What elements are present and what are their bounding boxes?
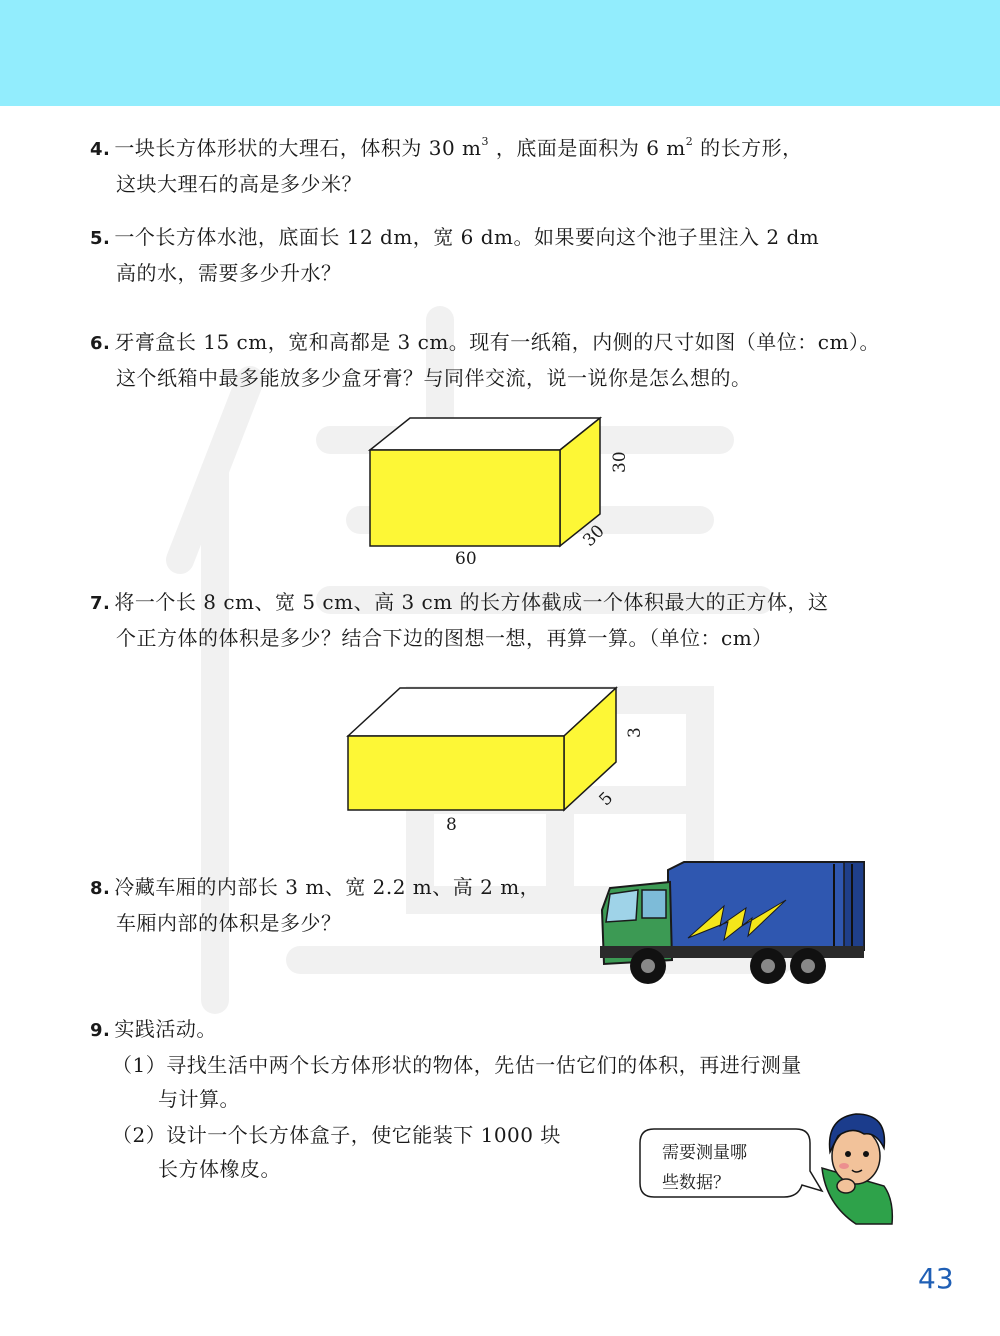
problem-text: 的长方形，: [693, 136, 803, 160]
box-length-label: 8: [446, 815, 457, 835]
problem-4: [90, 125, 803, 201]
problem-4-line-2: 这块大理石的高是多少米？: [116, 172, 362, 196]
speech-line-2: 些数据？: [662, 1173, 730, 1193]
problem-9-sub-1: [112, 1048, 802, 1116]
box-figure-1: [360, 410, 630, 575]
problem-4-line-1: [90, 125, 803, 167]
boy-eye: [845, 1151, 851, 1157]
sub-text: 设计一个长方体盒子，使它能装下 1000 块: [166, 1123, 561, 1147]
truck-illustration: [596, 860, 868, 992]
problem-text: ，底面是面积为 6 m: [489, 136, 686, 160]
page-number: 43: [918, 1262, 954, 1295]
problem-9: [90, 1012, 217, 1048]
problem-5-line-2: 高的水，需要多少升水？: [116, 261, 342, 285]
problem-text: 牙膏盒长 15 cm，宽和高都是 3 cm。现有一纸箱，内侧的尺寸如图（单位：cm）。: [114, 330, 880, 354]
rear-wheel-2-hub: [801, 959, 815, 973]
problem-5: [90, 220, 819, 290]
problem-text: 将一个长 8 cm、宽 5 cm、高 3 cm 的长方体截成一个体积最大的正方体，这: [114, 590, 829, 614]
speech-bubble-text: [662, 1138, 792, 1198]
sub-text: 寻找生活中两个长方体形状的物体，先估一估它们的体积，再进行测量: [166, 1053, 802, 1077]
problem-8-line-1: [90, 870, 540, 906]
rear-wheel-hub: [761, 959, 775, 973]
problem-5-line-1: [90, 220, 819, 256]
boy-eye: [863, 1151, 869, 1157]
box-figure-2: [338, 680, 658, 840]
box-height-label: 30: [610, 451, 630, 473]
problem-text: 一块长方体形状的大理石，体积为 30 m: [114, 136, 482, 160]
boy-hand: [837, 1179, 855, 1193]
problem-number: 4.: [90, 139, 111, 160]
problem-7: [90, 585, 829, 655]
problem-6-line-2: 这个纸箱中最多能放多少盒牙膏？与同伴交流，说一说你是怎么想的。: [116, 366, 752, 390]
problem-number: 6.: [90, 333, 111, 354]
problem-number: 9.: [90, 1020, 111, 1041]
problem-number: 5.: [90, 228, 111, 249]
problem-9-sub-1-line-1: [112, 1048, 802, 1082]
problem-6-line-1: [90, 325, 880, 361]
top-header-band: [0, 0, 1000, 106]
sub-text-line-2: 与计算。: [158, 1087, 240, 1111]
problem-text: 实践活动。: [114, 1017, 217, 1041]
problem-7-line-2: 个正方体的体积是多少？结合下边的图想一想，再算一算。（单位：cm）: [116, 626, 773, 650]
windshield: [606, 890, 638, 922]
problem-7-line-1: [90, 585, 829, 621]
box-width-label: 5: [595, 788, 618, 811]
thinking-boy-illustration: [816, 1108, 896, 1226]
problem-number: 7.: [90, 593, 111, 614]
side-window: [642, 890, 666, 918]
superscript: 3: [481, 135, 490, 148]
box-height-label: 3: [625, 727, 645, 738]
box-width-label: 30: [579, 521, 609, 551]
boy-cheek: [839, 1163, 849, 1169]
sub-label: （1）: [112, 1053, 167, 1077]
problem-text: 冷藏车厢的内部长 3 m、宽 2.2 m、高 2 m，: [114, 875, 541, 899]
problem-number: 8.: [90, 878, 111, 899]
box-front-face: [370, 450, 560, 546]
boy-face: [832, 1128, 880, 1184]
problem-9-sub-2-line-1: [112, 1118, 561, 1152]
speech-line-1: 需要测量哪: [662, 1143, 747, 1163]
box-front-face: [348, 736, 564, 810]
superscript: 2: [685, 135, 694, 148]
front-wheel-hub: [641, 959, 655, 973]
problem-9-title: [90, 1012, 217, 1048]
problem-8-line-2: 车厢内部的体积是多少？: [116, 911, 342, 935]
problem-8: [90, 870, 540, 940]
sub-label: （2）: [112, 1123, 167, 1147]
problem-text: 一个长方体水池，底面长 12 dm，宽 6 dm。如果要向这个池子里注入 2 dm: [114, 225, 820, 249]
problem-6: [90, 325, 880, 395]
box-length-label: 60: [455, 549, 477, 569]
sub-text-line-2: 长方体橡皮。: [158, 1157, 281, 1181]
cargo-box-rear: [844, 862, 864, 952]
problem-9-sub-2: [112, 1118, 561, 1186]
